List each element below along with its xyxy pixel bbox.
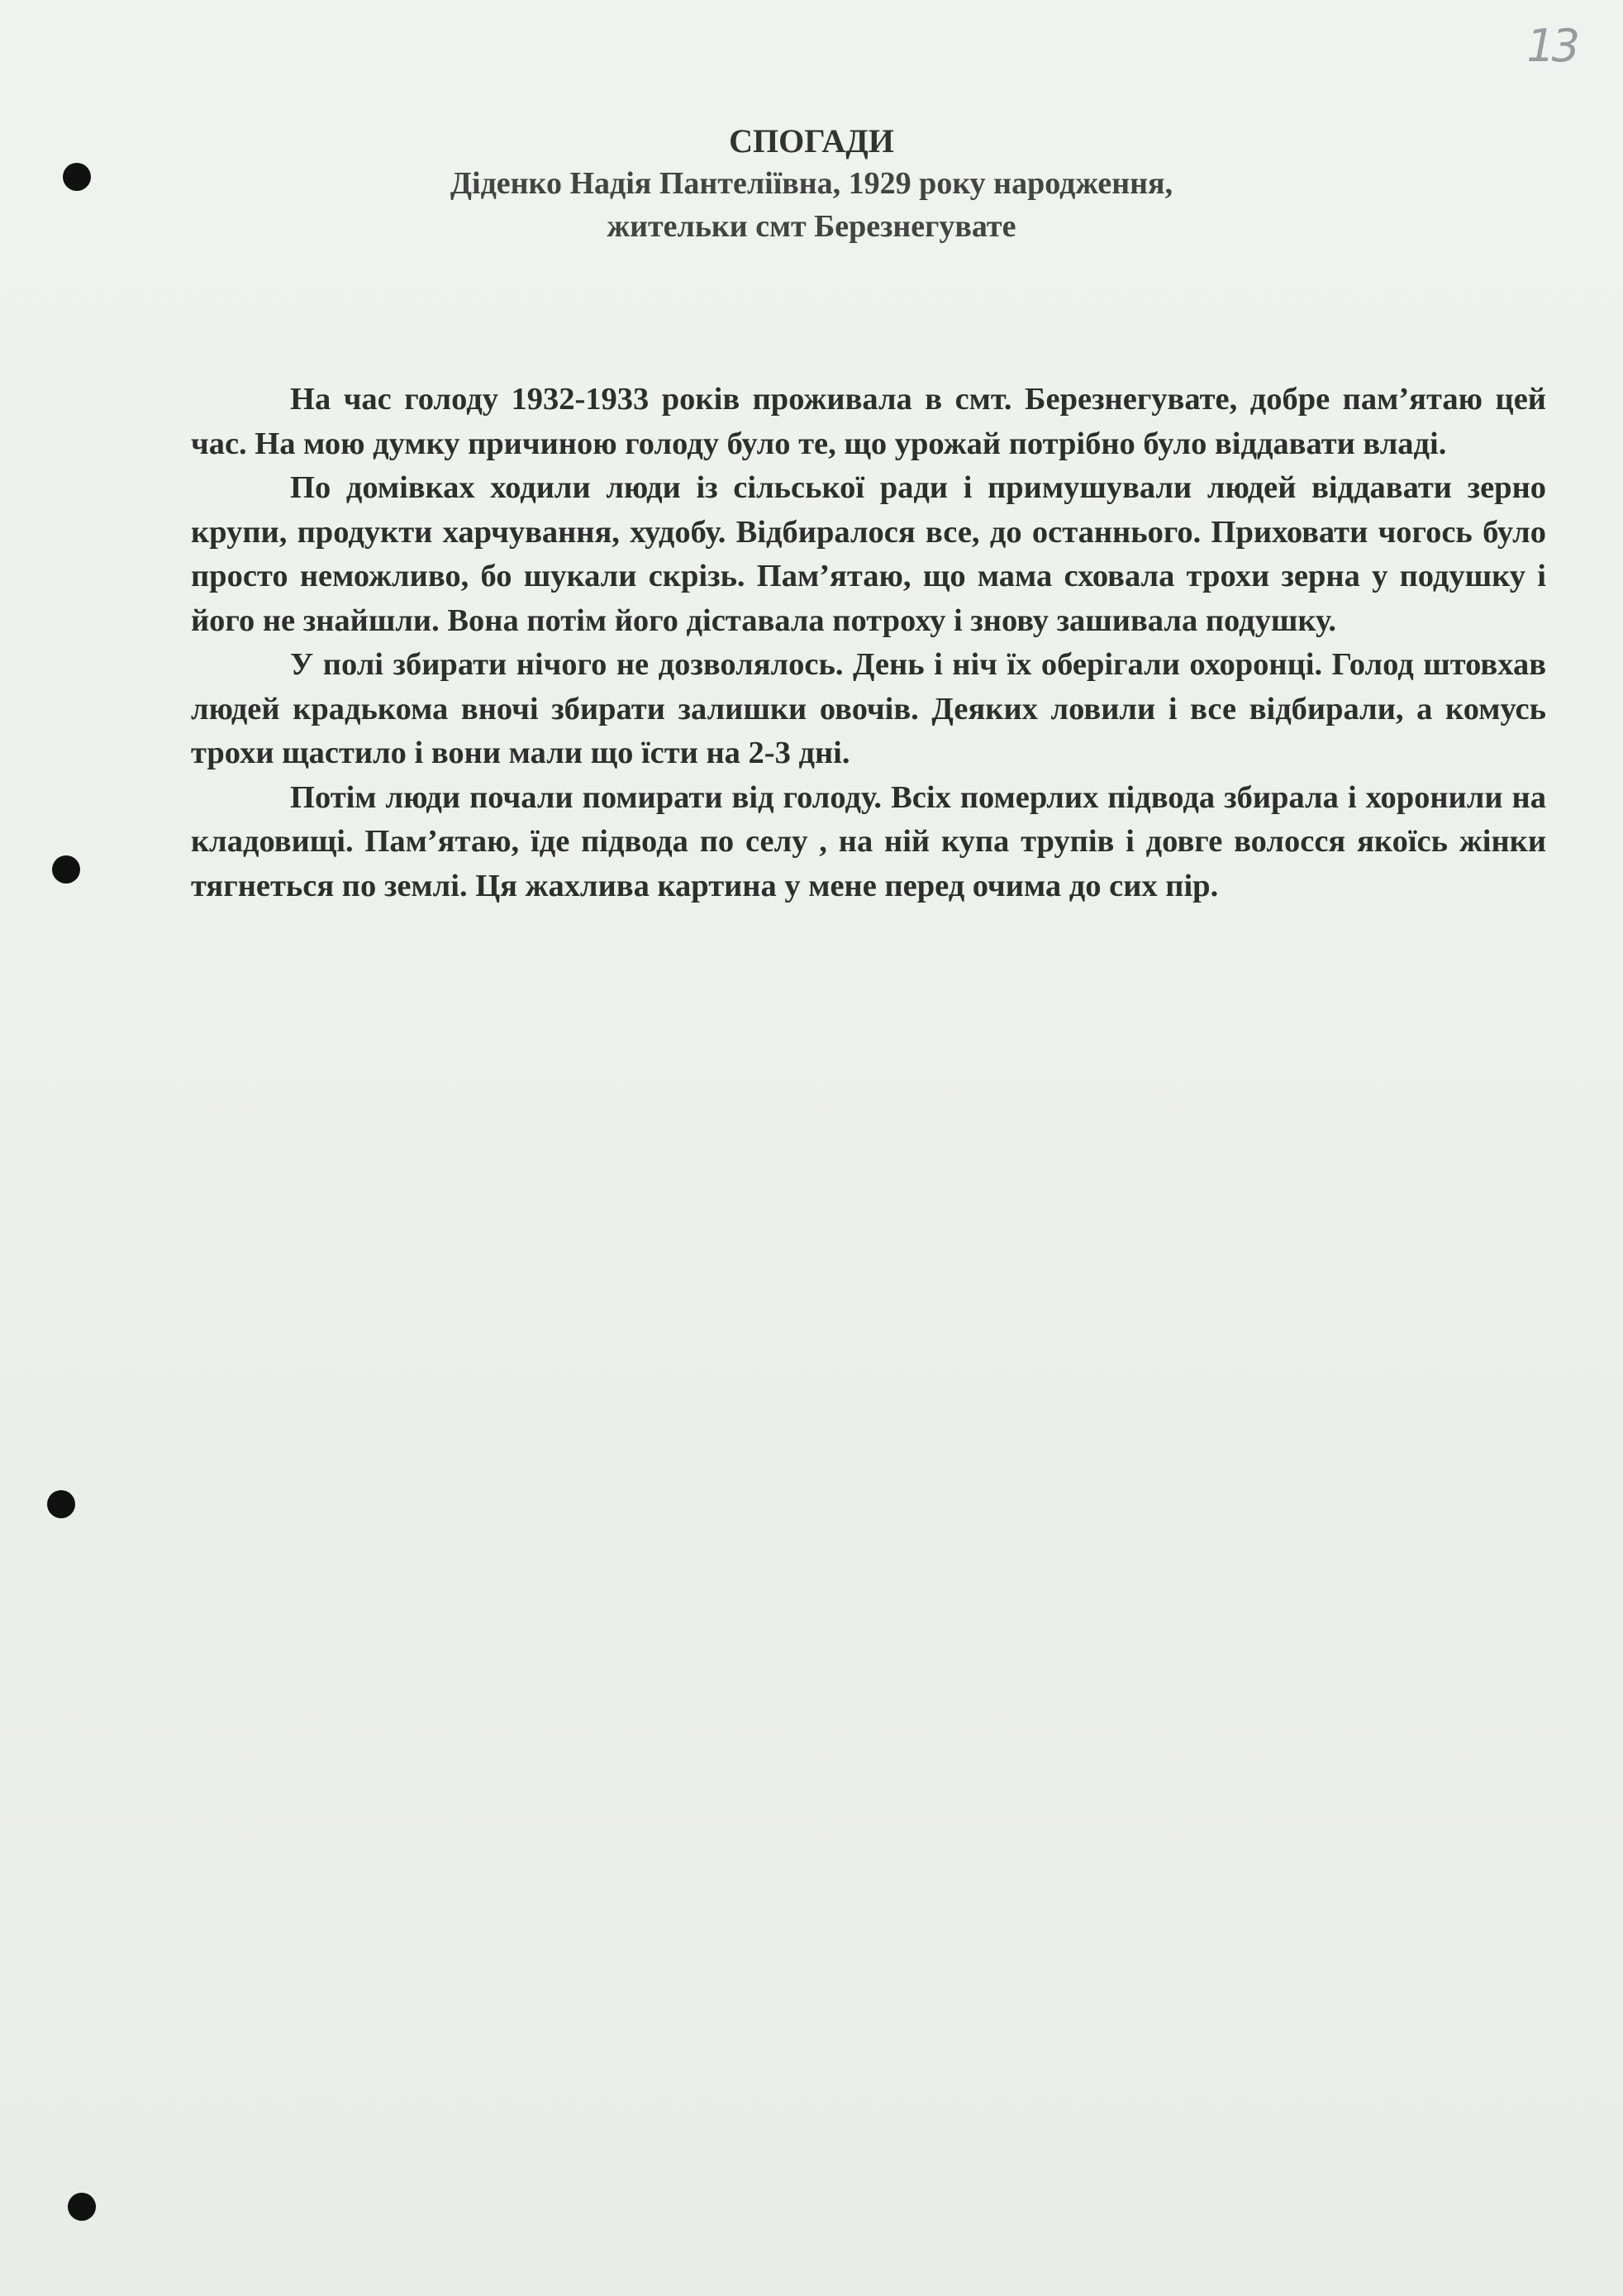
residence-line: жительки смт Березнегувате — [607, 209, 1016, 244]
punch-hole-3 — [47, 1490, 75, 1518]
punch-hole-4 — [68, 2193, 96, 2221]
paragraph: Потім люди почали помирати від голоду. Всіх померлих підвода збирала і хоронили на кладовищі. Пам’ятаю, їде підвода по селу , на ній купа трупів і довге волосся якоїсь жінки тягнеться по землі. Ця жахлива картина у мене перед очима до сих пір. — [191, 779, 1546, 903]
paragraph: На час голоду 1932-1933 років проживала в смт. Березнегувате, добре пам’ятаю цей час. На мою думку причиною голоду було те, що урожай потрібно було віддавати владі. — [191, 382, 1546, 461]
handwritten-page-number: 13 — [1526, 20, 1577, 72]
paragraph: По домівках ходили люди із сільської ради і примушували людей віддавати зерно крупи, продукти харчування, худобу. Відбиралося все, до останнього. Приховати чогось було просто неможливо, бо шукали скрізь. Пам’ятаю, що мама сховала трохи зерна у подушку і його не знайшли. Вона потім його діставала потроху і знову зашивала подушку. — [191, 470, 1546, 638]
memoir-text — [191, 378, 1546, 908]
punch-hole-2 — [52, 855, 80, 884]
author-line: Діденко Надія Пантеліївна, 1929 року народження, — [450, 166, 1173, 201]
document-header — [0, 121, 1623, 248]
document-title: СПОГАДИ — [729, 122, 894, 160]
paragraph: У полі збирати нічого не дозволялось. День і ніч їх оберігали охоронці. Голод штовхав людей крадькома вночі збирати залишки овочів. Деяких ловили і все відбирали, а комусь трохи щастило і вони мали що їсти на 2-3 дні. — [191, 647, 1546, 770]
